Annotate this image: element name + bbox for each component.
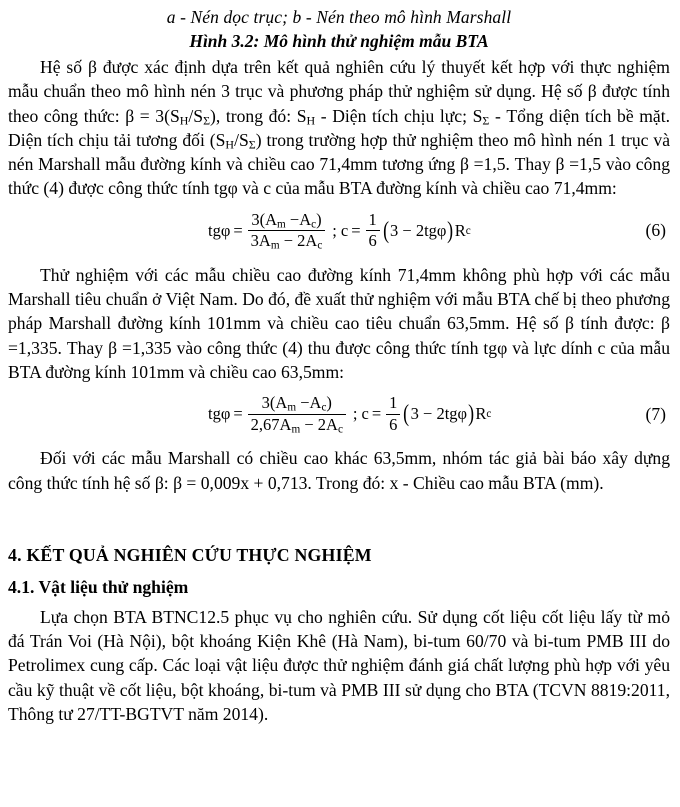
den-sub-c: c bbox=[337, 423, 343, 436]
equation-7-equals: = bbox=[233, 404, 243, 424]
paragraph-materials: Lựa chọn BTA BTNC12.5 phục vụ cho nghiên cứu. Sử dụng cốt liệu cốt liệu lấy từ mỏ đá Trán Voi (Hà Nội), bột khoáng Kiện Khê (Hà Nam), bi-tum 60/70 và bi-tum PMB III do Petrolimex cung cấp. Các loại vật liệu được thử nghiệm đánh giá chất lượng phù hợp với yêu cầu kỹ thuật về cốt liệu, bột khoáng, bi-tum và PMB III sử dụng cho BTA (TCVN 8819:2011, Thông tư 27/TT-BGTVT năm 2014). bbox=[8, 606, 670, 725]
subscript-sh: H bbox=[179, 113, 189, 128]
close-paren: ) bbox=[468, 400, 475, 428]
num-text: 3(A bbox=[251, 209, 278, 229]
equation-7-row bbox=[8, 391, 670, 437]
subscript-sigma: Σ bbox=[203, 113, 211, 128]
num-text: ) bbox=[316, 209, 322, 229]
equation-7-numerator bbox=[259, 394, 335, 413]
equation-6-denominator bbox=[248, 230, 326, 250]
equation-7-rhs-equals: = bbox=[371, 404, 382, 424]
num-sub-c: c bbox=[321, 401, 327, 414]
equation-6-lhs: tgφ bbox=[208, 220, 231, 240]
equation-6-separator: ; bbox=[332, 220, 337, 240]
equation-6-rhs-den: 6 bbox=[366, 230, 380, 250]
paragraph-text-part: /S bbox=[188, 105, 204, 126]
document-page bbox=[0, 6, 680, 807]
section-gap bbox=[8, 495, 670, 543]
den-text: 2,67A bbox=[250, 414, 292, 434]
subscript-sigma: Σ bbox=[482, 113, 490, 128]
equation-7-rhs-R: R bbox=[475, 404, 487, 424]
equation-7-rhs-tail: 3 − 2tgφ bbox=[410, 404, 468, 424]
equation-6-fraction bbox=[248, 211, 326, 251]
equation-7-number: (7) bbox=[645, 403, 666, 424]
equation-6-rhs-num: 1 bbox=[368, 209, 377, 229]
equation-6-rhs-tail: 3 − 2tgφ bbox=[390, 220, 447, 240]
equation-7-fraction bbox=[248, 394, 346, 434]
num-text: 3(A bbox=[261, 393, 288, 413]
num-sub-m: m bbox=[277, 218, 286, 231]
num-text: ) bbox=[326, 393, 332, 413]
figure-title: Hình 3.2: Mô hình thử nghiệm mẫu BTA bbox=[189, 31, 489, 51]
paragraph-text-part: - Tổng diện tích bề mặt. Diện tích chịu tải tương đối (S bbox=[8, 105, 671, 150]
equation-6-numerator bbox=[248, 211, 324, 230]
subscript-sh: H bbox=[225, 137, 235, 152]
equation-6-rhs-var: c bbox=[340, 220, 349, 240]
equation-7-denominator bbox=[248, 414, 346, 434]
num-sub-c: c bbox=[311, 218, 317, 231]
figure-subcaption: a - Nén dọc trục; b - Nén theo mô hình Marshall bbox=[166, 7, 512, 27]
section-heading-4: 4. KẾT QUẢ NGHIÊN CỨU THỰC NGHIỆM bbox=[8, 544, 372, 565]
den-text: 3A bbox=[250, 231, 271, 251]
equation-7-rhs-var: c bbox=[361, 404, 369, 424]
den-text: − 2A bbox=[300, 414, 338, 434]
paragraph-text-part: ), trong đó: S bbox=[210, 105, 307, 126]
num-text: −A bbox=[285, 209, 312, 229]
equation-7-body: tgφ = $\frac{3(A_m -A_c)}{2,67A_m - 2A_c}$ ; c = $\frac{1}{6}$ ( 3 − 2tgφ ) R c bbox=[208, 393, 492, 436]
equation-7-lhs: tgφ bbox=[208, 404, 231, 424]
equation-6-number: (6) bbox=[645, 220, 666, 241]
paragraph-text-part: ) trong trường hợp thử nghiệm theo mô hình nén 1 trục và nén Marshall mẫu đường kính và chiều cao 71,4mm tương ứng β =1,5. Thay β =1,5 vào công thức (4) được công thức tính tgφ và c của mẫu BTA đường kính và chiều cao 71,4mm: bbox=[8, 129, 671, 199]
equation-6-rhs-R: R bbox=[454, 220, 466, 240]
paragraph-beta-formula: Đối với các mẫu Marshall có chiều cao khác 63,5mm, nhóm tác giả bài báo xây dựng công thức tính hệ số β: β = 0,009x + 0,713. Trong đó: x - Chiều cao mẫu BTA (mm). bbox=[8, 448, 670, 493]
section-heading-4-1: 4.1. Vật liệu thử nghiệm bbox=[8, 576, 189, 597]
paragraph-text-part: Hệ số β được xác định dựa trên kết quả nghiên cứu lý thuyết kết hợp với thực nghiệm mẫu chuẩn theo mô hình nén 3 trục và phương pháp thử nghiệm sử dụng. Hệ số β được tính theo công thức: β = 3(S bbox=[8, 57, 670, 126]
paragraph-text-part: /S bbox=[234, 129, 249, 150]
paragraph-marshall-proposal: Thử nghiệm với các mẫu chiều cao đường kính 71,4mm không phù hợp với các mẫu Marshall tiêu chuẩn ở Việt Nam. Do đó, đề xuất thử nghiệm với mẫu BTA chế bị theo phương pháp Marshall đường kính 101mm và chiều cao tiêu chuẩn 63,5mm. Hệ số β tính được: β =1,335. Thay β =1,335 vào công thức (4) thu được công thức tính tgφ và lực dính c của mẫu BTA đường kính 101mm và chiều cao 63,5mm: bbox=[8, 264, 670, 382]
paragraph-beta-definition bbox=[8, 55, 670, 201]
subscript-sh: H bbox=[306, 113, 316, 128]
den-sub-m: m bbox=[291, 423, 301, 436]
equation-6-rhs-fraction bbox=[366, 211, 380, 251]
equation-6-equals: = bbox=[233, 220, 243, 240]
equation-6-body: tgφ = $\frac{3(A_m -A_c)}{3A_m - 2A_c}$ ; c = $\frac{1}{6}$ ( 3 − 2tgφ ) R c bbox=[208, 209, 471, 252]
equation-6-row bbox=[8, 208, 670, 254]
den-sub-c: c bbox=[317, 239, 323, 252]
heading-gap bbox=[8, 567, 670, 575]
equation-7-rhs-fraction bbox=[386, 394, 400, 434]
equation-7-rhs-den: 6 bbox=[386, 414, 400, 434]
open-paren: ( bbox=[403, 400, 410, 428]
close-paren: ) bbox=[447, 216, 454, 244]
den-sub-m: m bbox=[270, 239, 280, 252]
num-text: −A bbox=[296, 393, 322, 413]
equation-6-rhs-equals: = bbox=[351, 220, 361, 240]
equation-7-separator: ; bbox=[352, 404, 358, 424]
equation-7-rhs-num: 1 bbox=[389, 393, 398, 413]
open-paren: ( bbox=[382, 216, 389, 244]
num-sub-m: m bbox=[287, 401, 297, 414]
den-text: − 2A bbox=[279, 231, 318, 251]
paragraph-text-part: - Diện tích chịu lực; S bbox=[315, 105, 483, 126]
subscript-sigma: Σ bbox=[248, 137, 256, 152]
